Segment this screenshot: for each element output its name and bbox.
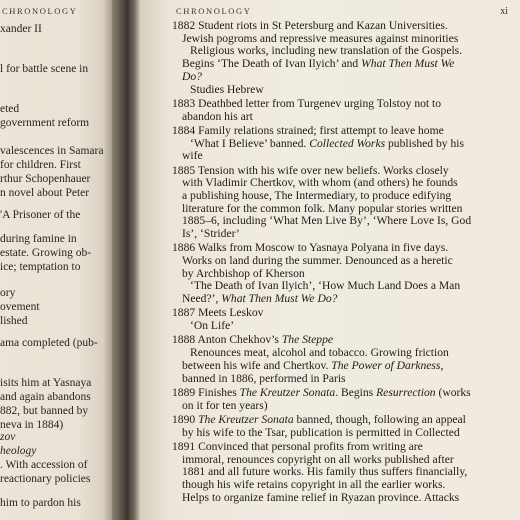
entry-1885-line: with Vladimir Chertkov, with whom (and others) he founds	[182, 176, 458, 190]
left-text-line: valescences in Samara	[0, 145, 104, 157]
entry-1886-line: ‘The Death of Ivan Ilyich’, ‘How Much Land Does a Man	[190, 279, 461, 293]
entry-1891-line: 1891 Convinced that personal profits from writing are	[172, 439, 423, 453]
entry-1888-line: 1888 Anton Chekhov’s The Steppe	[172, 333, 334, 347]
entry-1886-line: 1886 Walks from Moscow to Yasnaya Polyana in five days.	[172, 241, 449, 255]
entry-1883-line: abandon his art	[182, 109, 253, 123]
left-text-line: ice; temptation to	[0, 261, 81, 273]
entry-1882-line: Religious works, including new translation of the Gospels.	[190, 44, 463, 58]
entry-1882-line: Begins ‘The Death of Ivan Ilyich’ and What Then Must We	[182, 57, 455, 71]
right-page-header: CHRONOLOGY	[176, 6, 252, 16]
entry-1888-line: between his wife and Chertkov. The Power of Darkness,	[182, 358, 444, 372]
left-text-line: during famine in	[0, 233, 77, 245]
left-text-line: heology	[0, 445, 37, 457]
entry-1882-line: Do?	[182, 69, 202, 83]
entry-1884-line: wife	[182, 149, 203, 163]
entry-1891-line: immoral, renounces copyright on all works published after	[182, 452, 454, 466]
page-number: xi	[500, 6, 508, 17]
left-text-line: ama completed (pub-	[0, 337, 98, 349]
left-text-line: and again abandons	[0, 391, 91, 403]
left-text-line: n novel about Peter	[0, 187, 90, 199]
left-page-header: CHRONOLOGY	[2, 6, 78, 16]
entry-1886-line: Need?’, What Then Must We Do?	[182, 292, 338, 306]
entry-1884-line: 1884 Family relations strained; first attempt to leave home	[172, 123, 444, 137]
entry-1887-line: 1887 Meets Leskov	[172, 306, 264, 320]
entry-1891-line: though his wife retains copyright in all the earlier works.	[182, 477, 446, 491]
entry-1885-line: 1885 Tension with his wife over new beliefs. Works closely	[172, 163, 449, 177]
left-text-line: reactionary policies	[0, 473, 91, 485]
left-page	[0, 0, 112, 520]
left-text-line: estate. Growing ob-	[0, 247, 92, 259]
left-text-line: zov	[0, 431, 16, 443]
left-text-line: him to pardon his	[0, 497, 81, 509]
entry-1891-line: Helps to organize famine relief in Ryazan province. Attacks	[182, 490, 460, 504]
right-page	[140, 0, 520, 520]
left-text-line: . With accession of	[0, 459, 88, 471]
left-text-line: xander II	[0, 23, 42, 35]
entry-1889-line: 1889 Finishes The Kreutzer Sonata. Begins Resurrection (works	[172, 385, 471, 399]
entry-1882-line: 1882 Student riots in St Petersburg and Kazan Universities.	[172, 19, 448, 32]
left-text-line: rthur Schopenhauer	[0, 173, 91, 185]
left-text-line: lished	[0, 315, 28, 327]
left-text-line: ovement	[0, 301, 40, 313]
left-text-line: neva in 1884)	[0, 419, 64, 431]
left-text-line: 882, but banned by	[0, 405, 89, 417]
left-text-line: ory	[0, 287, 16, 299]
entry-1886-line: by Archbishop of Kherson	[182, 266, 305, 280]
entry-1888-line: banned in 1886, performed in Paris	[182, 371, 346, 385]
entry-1886-line: Works on land during the summer. Denounced as a heretic	[182, 254, 453, 267]
entry-1891-line: 1881 and all future works. His family thus suffers financially,	[182, 465, 468, 479]
entry-1885-line: literature for the common folk. Many popular stories written	[182, 201, 463, 215]
entry-1887-line: ‘On Life’	[190, 319, 235, 333]
entry-1885-line: Is’, ‘Strider’	[182, 227, 240, 240]
left-text-line: 'A Prisoner of the	[0, 209, 81, 221]
left-text-line: government reform	[0, 117, 90, 129]
entry-1882-line: Studies Hebrew	[190, 82, 264, 96]
entry-1884-line: ‘What I Believe’ banned. Collected Works published by his	[190, 136, 465, 150]
entry-1882-line: Jewish pogroms and repressive measures against minorities	[182, 31, 459, 45]
left-text-line: eted	[0, 103, 20, 115]
entry-1888-line: Renounces meat, alcohol and tobacco. Growing friction	[190, 346, 449, 360]
left-text-line: isits him at Yasnaya	[0, 377, 92, 389]
entry-1885-line: a publishing house, The Intermediary, to produce edifying	[182, 188, 452, 202]
book-gutter	[112, 0, 140, 520]
entry-1883-line: 1883 Deathbed letter from Turgenev urging Tolstoy not to	[172, 96, 442, 110]
left-text-line: l for battle scene in	[0, 63, 89, 75]
entry-1885-line: 1885–6, including ‘What Men Live By’, ‘Where Love Is, God	[182, 214, 472, 228]
entry-1889-line: on it for ten years)	[182, 398, 268, 412]
entry-1890-line: 1890 The Kreutzer Sonata banned, though, following an appeal	[172, 412, 466, 426]
left-text-line: for children. First	[0, 159, 81, 171]
entry-1890-line: by his wife to the Tsar, publication is permitted in Collected	[182, 425, 460, 439]
